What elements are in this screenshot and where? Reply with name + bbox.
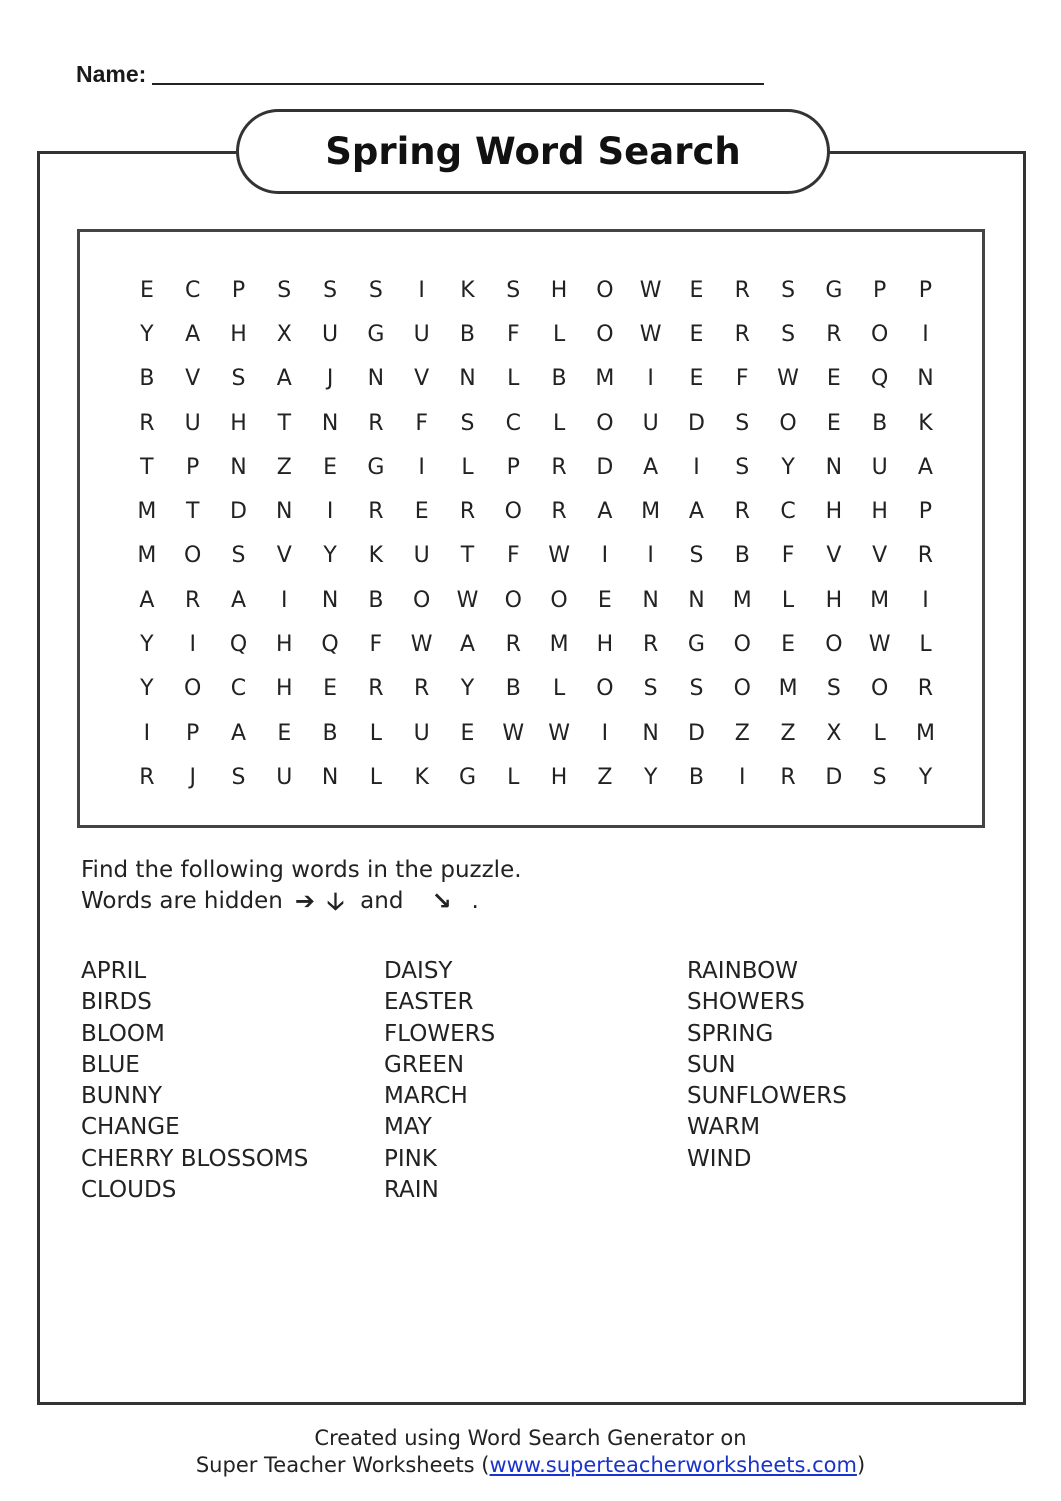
footer-suffix: ) (856, 1453, 866, 1477)
grid-cell[interactable]: V (185, 366, 201, 392)
grid-cell[interactable]: L (461, 454, 474, 480)
name-line[interactable] (152, 59, 764, 85)
grid-cell[interactable]: N (321, 764, 339, 790)
grid-cell[interactable]: M (870, 587, 890, 613)
grid-cell[interactable]: O (504, 499, 522, 525)
grid-cell[interactable]: U (413, 321, 430, 347)
grid-cell[interactable]: W (456, 587, 479, 613)
grid-cell[interactable]: S (735, 454, 750, 480)
grid-cell[interactable]: Y (781, 454, 795, 480)
word-list-item: MAY (384, 1114, 432, 1141)
grid-cell[interactable]: O (596, 321, 614, 347)
grid-cell[interactable]: G (825, 277, 843, 303)
grid-cell[interactable]: S (781, 321, 796, 347)
grid-row (124, 534, 948, 578)
grid-cell[interactable]: P (918, 499, 933, 525)
grid-row (124, 711, 948, 755)
grid-cell[interactable]: D (596, 454, 614, 480)
word-list-item: CHANGE (81, 1114, 180, 1141)
grid-cell[interactable]: S (323, 277, 338, 303)
grid-cell[interactable]: I (922, 321, 929, 347)
grid-cell[interactable]: I (739, 764, 746, 790)
grid-cell[interactable]: T (460, 543, 475, 569)
grid-cell[interactable]: Q (321, 632, 339, 658)
grid-cell[interactable]: F (735, 366, 749, 392)
grid-cell[interactable]: M (641, 499, 661, 525)
grid-cell[interactable]: C (505, 410, 521, 436)
grid-cell[interactable]: H (871, 499, 888, 525)
grid-cell[interactable]: R (139, 764, 155, 790)
and-word: and (360, 888, 404, 914)
grid-cell[interactable]: T (185, 499, 200, 525)
grid-cell[interactable]: L (507, 764, 520, 790)
grid-cell[interactable]: S (872, 764, 887, 790)
grid-cell[interactable]: Y (918, 764, 933, 790)
grid-cell[interactable]: D (687, 720, 705, 746)
grid-cell[interactable]: J (326, 366, 334, 392)
grid-cell[interactable]: U (276, 764, 293, 790)
grid-cell[interactable]: M (595, 366, 615, 392)
grid-cell[interactable]: H (550, 277, 568, 303)
grid-cell[interactable]: I (189, 632, 196, 658)
grid-cell[interactable]: A (688, 499, 704, 525)
grid-cell[interactable]: I (693, 454, 700, 480)
page-title: Spring Word Search (236, 109, 830, 194)
grid-cell[interactable]: E (689, 321, 704, 347)
arrow-right-icon: ➔ (294, 887, 315, 915)
grid-cell[interactable]: F (781, 543, 795, 569)
grid-cell[interactable]: O (596, 277, 614, 303)
grid-cell[interactable]: E (597, 587, 612, 613)
grid-cell[interactable]: M (778, 676, 798, 702)
grid-cell[interactable]: E (781, 632, 795, 658)
grid-row (124, 755, 948, 799)
instructions (81, 855, 522, 917)
grid-cell[interactable]: L (369, 720, 383, 746)
grid-cell[interactable]: L (552, 676, 566, 702)
grid-cell[interactable]: S (643, 676, 658, 702)
grid-cell[interactable]: R (505, 632, 521, 658)
word-list-item: GREEN (384, 1051, 465, 1078)
word-list-item: WIND (687, 1145, 752, 1172)
word-list-item: CHERRY BLOSSOMS (81, 1145, 309, 1172)
grid-cell[interactable]: Y (643, 764, 658, 790)
grid-cell[interactable]: R (643, 632, 659, 658)
grid-cell[interactable]: O (733, 676, 751, 702)
grid-cell[interactable]: T (277, 410, 292, 436)
letter-grid (124, 268, 948, 800)
name-label: Name: (76, 61, 147, 87)
grid-cell[interactable]: C (185, 277, 201, 303)
grid-cell[interactable]: G (367, 454, 385, 480)
word-list-item: SPRING (687, 1020, 774, 1047)
grid-cell[interactable]: A (230, 587, 247, 613)
grid-cell[interactable]: S (460, 410, 475, 436)
grid-cell[interactable]: B (368, 587, 384, 613)
grid-row (124, 357, 948, 401)
grid-cell[interactable]: X (826, 720, 842, 746)
grid-cell[interactable]: E (689, 277, 704, 303)
grid-cell[interactable]: E (414, 499, 429, 525)
grid-cell[interactable]: U (413, 720, 430, 746)
grid-cell[interactable]: R (368, 499, 384, 525)
grid-cell[interactable]: E (323, 676, 338, 702)
grid-cell[interactable]: V (826, 543, 842, 569)
word-list-column-3 (687, 956, 847, 1175)
word-list-item: EASTER (384, 989, 474, 1016)
grid-cell[interactable]: D (687, 410, 705, 436)
word-list-item: BLUE (81, 1051, 140, 1078)
grid-cell[interactable]: N (459, 366, 476, 392)
grid-cell[interactable]: E (277, 720, 292, 746)
arrow-down-icon: 🡣 (326, 887, 345, 915)
grid-cell[interactable]: O (413, 587, 431, 613)
grid-cell[interactable]: R (780, 764, 796, 790)
grid-cell[interactable]: U (871, 454, 888, 480)
grid-cell[interactable]: C (230, 676, 247, 702)
grid-cell[interactable]: Y (140, 632, 154, 658)
word-list-item: MARCH (384, 1083, 468, 1110)
grid-cell[interactable]: P (506, 454, 520, 480)
grid-cell[interactable]: H (596, 632, 614, 658)
grid-cell[interactable]: U (322, 321, 339, 347)
grid-cell[interactable]: O (184, 543, 202, 569)
grid-cell[interactable]: W (777, 366, 799, 392)
instructions-period: . (471, 888, 479, 914)
word-list-item: SHOWERS (687, 989, 805, 1016)
word-list-item: PINK (384, 1145, 437, 1172)
grid-cell[interactable]: A (643, 454, 659, 480)
grid-cell[interactable]: U (184, 410, 201, 436)
grid-cell[interactable]: S (368, 277, 383, 303)
instructions-hidden-text: Words are hidden (81, 888, 283, 914)
grid-cell[interactable]: I (922, 587, 929, 613)
grid-cell[interactable]: U (642, 410, 659, 436)
grid-cell[interactable]: A (185, 321, 201, 347)
footer-line-2 (0, 1452, 1061, 1479)
grid-cell[interactable]: L (873, 720, 886, 746)
grid-cell[interactable]: R (734, 277, 750, 303)
footer (0, 1425, 1061, 1479)
grid-cell[interactable]: E (323, 454, 338, 480)
word-list-item: RAINBOW (687, 958, 798, 984)
grid-cell[interactable]: E (826, 366, 841, 392)
grid-cell[interactable]: N (367, 366, 385, 392)
grid-cell[interactable]: I (418, 277, 425, 303)
grid-cell[interactable]: E (139, 277, 154, 303)
grid-cell[interactable]: Y (460, 676, 475, 702)
grid-cell[interactable]: L (781, 587, 795, 613)
grid-cell[interactable]: B (139, 366, 155, 392)
grid-cell[interactable]: O (870, 321, 889, 347)
grid-cell[interactable]: R (368, 410, 384, 436)
grid-cell[interactable]: O (779, 410, 797, 436)
word-list-item: WARM (687, 1114, 761, 1141)
grid-cell[interactable]: U (413, 543, 430, 569)
word-list-item: BIRDS (81, 989, 152, 1016)
grid-cell[interactable]: N (230, 454, 247, 480)
grid-cell[interactable]: L (507, 366, 520, 392)
grid-cell[interactable]: V (414, 366, 430, 392)
grid-cell[interactable]: I (281, 587, 288, 613)
grid-cell[interactable]: H (550, 764, 568, 790)
grid-cell[interactable]: A (597, 499, 613, 525)
word-list-item: SUN (687, 1051, 736, 1078)
grid-cell[interactable]: O (733, 632, 751, 658)
grid-cell[interactable]: K (918, 410, 933, 436)
grid-row (124, 445, 948, 489)
grid-cell[interactable]: R (734, 321, 750, 347)
grid-cell[interactable]: A (459, 632, 475, 658)
word-list-item: SUNFLOWERS (687, 1083, 847, 1110)
grid-cell[interactable]: N (917, 366, 934, 392)
grid-row (124, 667, 948, 711)
word-list-item: BUNNY (81, 1083, 163, 1110)
grid-cell[interactable]: Y (140, 676, 154, 702)
grid-cell[interactable]: E (689, 366, 704, 392)
grid-cell[interactable]: R (826, 321, 842, 347)
grid-cell[interactable]: A (917, 454, 933, 480)
grid-cell[interactable]: S (689, 676, 704, 702)
grid-cell[interactable]: C (780, 499, 796, 525)
grid-cell[interactable]: A (230, 720, 247, 746)
grid-cell[interactable]: S (735, 410, 750, 436)
grid-cell[interactable]: E (460, 720, 475, 746)
grid-cell[interactable]: S (277, 277, 292, 303)
grid-cell[interactable]: G (458, 764, 476, 790)
word-list-item: CLOUDS (81, 1177, 177, 1204)
grid-cell[interactable]: W (410, 632, 433, 658)
grid-cell[interactable]: R (917, 543, 934, 569)
grid-cell[interactable]: S (231, 543, 246, 569)
name-row (76, 58, 764, 88)
grid-cell[interactable]: R (414, 676, 430, 702)
word-list-item: BLOOM (81, 1020, 165, 1047)
grid-cell[interactable]: S (689, 543, 704, 569)
grid-cell[interactable]: L (919, 632, 932, 658)
grid-cell[interactable]: A (276, 366, 292, 392)
grid-cell[interactable]: I (143, 720, 151, 746)
grid-cell[interactable]: W (868, 632, 891, 658)
grid-cell[interactable]: O (504, 587, 522, 613)
grid-row (124, 622, 948, 666)
footer-line-1: Created using Word Search Generator on (314, 1426, 747, 1450)
grid-cell[interactable]: S (781, 277, 796, 303)
word-list-column-2 (384, 956, 495, 1206)
grid-cell[interactable]: Z (734, 720, 750, 746)
grid-cell[interactable]: G (687, 632, 705, 658)
grid-cell[interactable]: P (231, 277, 246, 303)
grid-cell[interactable]: D (230, 499, 247, 525)
grid-cell[interactable]: R (551, 499, 567, 525)
grid-row (124, 489, 948, 533)
grid-cell[interactable]: Z (780, 720, 796, 746)
grid-cell[interactable]: S (231, 366, 246, 392)
grid-cell[interactable]: H (230, 321, 247, 347)
grid-cell[interactable]: O (184, 676, 202, 702)
grid-cell[interactable]: R (734, 499, 750, 525)
grid-cell[interactable]: M (549, 632, 569, 658)
word-list-item: APRIL (81, 958, 147, 984)
grid-row (124, 578, 948, 622)
grid-cell[interactable]: I (601, 543, 609, 569)
grid-cell[interactable]: I (418, 454, 425, 480)
grid-cell[interactable]: L (552, 321, 566, 347)
grid-cell[interactable]: D (825, 764, 843, 790)
grid-cell[interactable]: K (368, 543, 384, 569)
grid-cell[interactable]: F (415, 410, 428, 436)
grid-cell[interactable]: P (873, 277, 887, 303)
grid-row (124, 401, 948, 445)
grid-row (124, 312, 948, 356)
grid-cell[interactable]: F (506, 321, 520, 347)
arrow-diagonal-icon: ↘ (431, 887, 452, 915)
grid-cell[interactable]: V (276, 543, 292, 569)
grid-cell[interactable]: N (321, 587, 339, 613)
grid-cell[interactable]: M (137, 499, 157, 525)
grid-cell[interactable]: S (231, 764, 246, 790)
grid-cell[interactable]: W (639, 321, 662, 347)
grid-cell[interactable]: S (506, 277, 521, 303)
grid-cell[interactable]: H (825, 587, 843, 613)
grid-cell[interactable]: Y (323, 543, 337, 569)
grid-cell[interactable]: W (502, 720, 525, 746)
grid-cell[interactable]: I (601, 720, 609, 746)
grid-cell[interactable]: P (918, 277, 933, 303)
grid-cell[interactable]: N (642, 587, 659, 613)
grid-cell[interactable]: R (917, 676, 934, 702)
grid-cell[interactable]: L (369, 764, 383, 790)
grid-cell[interactable]: Q (229, 632, 248, 658)
grid-cell[interactable]: L (552, 410, 566, 436)
grid-cell[interactable]: B (872, 410, 888, 436)
footer-prefix: Super Teacher Worksheets ( (195, 1453, 490, 1477)
grid-cell[interactable]: R (459, 499, 476, 525)
grid-cell[interactable]: P (186, 720, 200, 746)
grid-cell[interactable]: R (139, 410, 155, 436)
grid-cell[interactable]: K (414, 764, 429, 790)
grid-cell[interactable]: X (276, 321, 292, 347)
grid-cell[interactable]: N (825, 454, 843, 480)
grid-cell[interactable]: J (189, 764, 196, 790)
grid-cell[interactable]: R (185, 587, 201, 613)
grid-cell[interactable]: I (647, 543, 654, 569)
grid-cell[interactable]: B (322, 720, 338, 746)
grid-cell[interactable]: Z (597, 764, 613, 790)
grid-cell[interactable]: N (276, 499, 293, 525)
grid-cell[interactable]: I (647, 366, 654, 392)
grid-cell[interactable]: S (826, 676, 841, 702)
grid-cell[interactable]: O (596, 676, 614, 702)
grid-cell[interactable]: P (186, 454, 200, 480)
grid-cell[interactable]: R (368, 676, 384, 702)
grid-cell[interactable]: R (551, 454, 567, 480)
grid-cell[interactable]: B (459, 321, 476, 347)
grid-cell[interactable]: Z (276, 454, 292, 480)
grid-cell[interactable]: B (505, 676, 521, 702)
grid-cell[interactable]: F (369, 632, 383, 658)
instructions-line-1: Find the following words in the puzzle. (81, 857, 522, 883)
grid-cell[interactable]: M (137, 543, 157, 569)
grid-cell[interactable]: G (367, 321, 385, 347)
word-list-item: DAISY (384, 958, 453, 984)
grid-cell[interactable]: T (140, 454, 154, 480)
grid-cell[interactable]: H (276, 676, 293, 702)
instructions-line-2 (81, 886, 522, 917)
grid-cell[interactable]: O (870, 676, 889, 702)
footer-link[interactable]: www.superteacherworksheets.com (489, 1453, 857, 1477)
grid-cell[interactable]: M (915, 720, 935, 746)
grid-cell[interactable]: B (551, 366, 567, 392)
grid-row (124, 268, 948, 312)
grid-cell[interactable]: N (688, 587, 705, 613)
grid-cell[interactable]: Q (870, 366, 889, 392)
grid-cell[interactable]: H (230, 410, 247, 436)
grid-cell[interactable]: A (139, 587, 155, 613)
grid-cell[interactable]: I (326, 499, 334, 525)
grid-cell[interactable]: O (550, 587, 568, 613)
grid-cell[interactable]: V (872, 543, 888, 569)
grid-cell[interactable]: H (825, 499, 843, 525)
grid-cell[interactable]: O (825, 632, 843, 658)
grid-cell[interactable]: E (826, 410, 841, 436)
grid-cell[interactable]: B (734, 543, 750, 569)
word-list-item: RAIN (384, 1177, 439, 1204)
grid-cell[interactable]: K (460, 277, 475, 303)
word-list-item: FLOWERS (384, 1020, 496, 1047)
grid-cell[interactable]: W (548, 720, 570, 746)
grid-cell[interactable]: O (596, 410, 614, 436)
grid-cell[interactable]: N (321, 410, 339, 436)
grid-cell[interactable]: M (732, 587, 752, 613)
grid-cell[interactable]: Y (140, 321, 154, 347)
grid-cell[interactable]: B (688, 764, 704, 790)
grid-cell[interactable]: W (639, 277, 662, 303)
grid-cell[interactable]: W (548, 543, 570, 569)
word-list-column-1 (81, 956, 308, 1206)
grid-cell[interactable]: F (506, 543, 520, 569)
grid-cell[interactable]: H (276, 632, 293, 658)
grid-cell[interactable]: N (642, 720, 659, 746)
